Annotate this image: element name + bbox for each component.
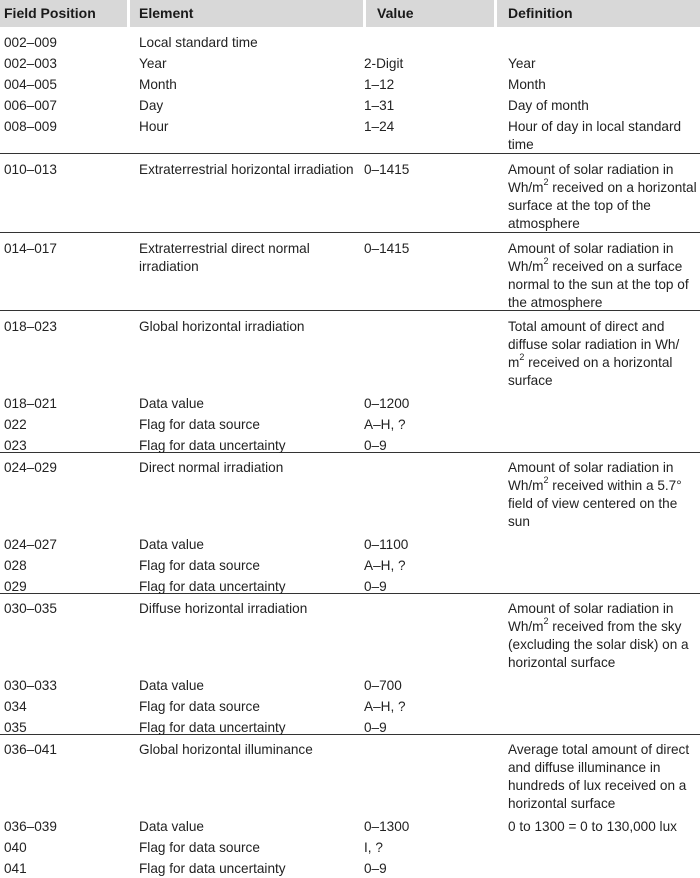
header-separator	[127, 0, 130, 27]
value-cell: 0–9	[364, 579, 387, 594]
element-cell: Month	[139, 77, 177, 92]
field-position-cell: 002–003	[4, 56, 57, 71]
field-position-cell: 004–005	[4, 77, 57, 92]
definition-cell: Total amount of direct and diffuse solar radiation in Wh/ $m^2$ received on a horizontal surface	[508, 319, 680, 388]
field-position-cell: 030–033	[4, 678, 57, 693]
value-cell: 0–700	[364, 678, 402, 693]
header-value: Value	[377, 5, 414, 21]
field-position-cell: 035	[4, 720, 27, 735]
field-position-cell: 024–027	[4, 537, 57, 552]
value-cell: 0–1415	[364, 241, 410, 256]
header-definition: Definition	[508, 5, 573, 21]
definition-cell: Amount of solar radiation in $Wh/m^2$ received on a horizontal surface at the top of the atmosphere	[508, 162, 697, 231]
element-cell: Global horizontal irradiation	[139, 319, 305, 334]
element-cell: Data value	[139, 819, 204, 834]
element-cell: Data value	[139, 678, 204, 693]
definition-cell: Year	[508, 56, 536, 71]
definition-cell: Amount of solar radiation in $Wh/m^2$ received within a 5.7° field of view centered on the sun	[508, 460, 682, 529]
element-cell: Flag for data source	[139, 840, 260, 855]
field-position-cell: 034	[4, 699, 27, 714]
element-cell: Flag for data source	[139, 558, 260, 573]
field-position-cell: 006–007	[4, 98, 57, 113]
table-header	[0, 0, 700, 27]
element-cell: Flag for data uncertainty	[139, 438, 286, 453]
header-field-position: Field Position	[4, 5, 96, 21]
field-position-cell: 002–009	[4, 35, 57, 50]
value-cell: 1–12	[364, 77, 395, 92]
field-position-cell: 030–035	[4, 601, 57, 616]
element-cell: Day	[139, 98, 164, 113]
value-cell: I, ?	[364, 840, 383, 855]
element-cell: Flag for data source	[139, 699, 260, 714]
field-position-cell: 028	[4, 558, 27, 573]
definition-cell: Average total amount of direct and diffuse illuminance in hundreds of lux received on a horizontal surface	[508, 742, 690, 811]
element-cell: Hour	[139, 119, 169, 134]
value-cell: A–H, ?	[364, 417, 406, 432]
definition-cell: Amount of solar radiation in $Wh/m^2$ received from the sky (excluding the solar disk) on a horizontal surface	[508, 601, 689, 670]
definition-cell: Amount of solar radiation in $Wh/m^2$ received on a surface normal to the sun at the top of the atmosphere	[508, 241, 689, 310]
field-position-cell: 029	[4, 579, 27, 594]
header-separator	[363, 0, 366, 27]
element-cell: Data value	[139, 396, 204, 411]
element-cell: Extraterrestrial horizontal irradiation	[139, 162, 354, 177]
field-position-cell: 014–017	[4, 241, 57, 256]
header-separator	[494, 0, 497, 27]
value-cell: 0–9	[364, 720, 387, 735]
element-cell: Year	[139, 56, 167, 71]
value-cell: A–H, ?	[364, 699, 406, 714]
value-cell: 0–9	[364, 438, 387, 453]
field-position-cell: 022	[4, 417, 27, 432]
field-position-cell: 010–013	[4, 162, 57, 177]
element-cell: Flag for data uncertainty	[139, 861, 286, 876]
definition-cell: Hour of day in local standard time	[508, 119, 682, 152]
value-cell: 1–31	[364, 98, 395, 113]
field-position-cell: 041	[4, 861, 27, 876]
value-cell: 0–1200	[364, 396, 410, 411]
value-cell: A–H, ?	[364, 558, 406, 573]
field-position-cell: 023	[4, 438, 27, 453]
element-cell: Direct normal irradiation	[139, 460, 284, 475]
field-position-cell: 018–023	[4, 319, 57, 334]
element-cell: Flag for data uncertainty	[139, 579, 286, 594]
value-cell: 0–9	[364, 861, 387, 876]
field-position-cell: 024–029	[4, 460, 57, 475]
field-position-cell: 036–041	[4, 742, 57, 757]
value-cell: 0–1415	[364, 162, 410, 177]
element-cell: Data value	[139, 537, 204, 552]
element-cell: Flag for data source	[139, 417, 260, 432]
value-cell: 2-Digit	[364, 56, 404, 71]
field-position-cell: 008–009	[4, 119, 57, 134]
definition-cell: 0 to 1300 = 0 to 130,000 lux	[508, 819, 677, 834]
field-position-cell: 018–021	[4, 396, 57, 411]
header-element: Element	[139, 5, 194, 21]
definition-cell: Day of month	[508, 98, 589, 113]
element-cell: Extraterrestrial direct normal irradiation	[139, 241, 310, 274]
element-cell: Flag for data uncertainty	[139, 720, 286, 735]
value-cell: 1–24	[364, 119, 395, 134]
value-cell: 0–1300	[364, 819, 410, 834]
field-position-cell: 036–039	[4, 819, 57, 834]
element-cell: Diffuse horizontal irradiation	[139, 601, 308, 616]
field-position-cell: 040	[4, 840, 27, 855]
element-cell: Global horizontal illuminance	[139, 742, 313, 757]
element-cell: Local standard time	[139, 35, 258, 50]
value-cell: 0–1100	[364, 537, 409, 552]
definition-cell: Month	[508, 77, 546, 92]
